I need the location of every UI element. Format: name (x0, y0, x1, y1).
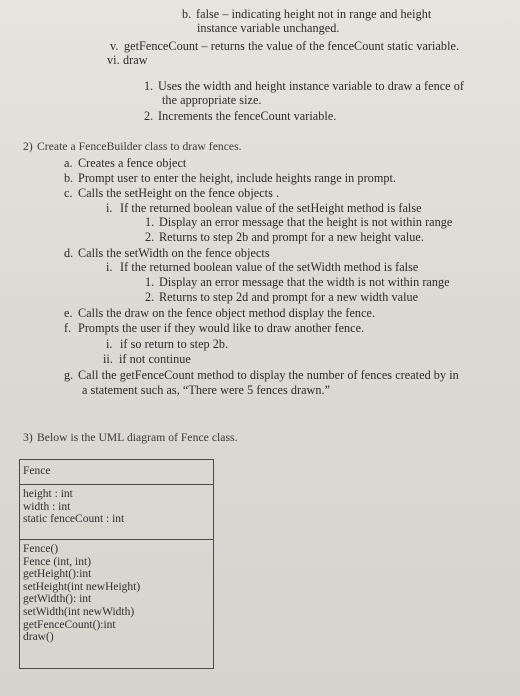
text-line (64, 186, 279, 200)
uml-method: setWidth(int newWidth) (23, 605, 135, 618)
list-marker: 2) (23, 140, 33, 153)
text-line (145, 275, 450, 289)
list-marker: f. (64, 321, 72, 335)
line-text: Display an error message that the width is not within range (159, 275, 450, 289)
line-text: Returns to step 2b and prompt for a new height value. (159, 230, 424, 244)
text-line (23, 140, 242, 154)
uml-method: setHeight(int newHeight) (23, 580, 141, 593)
line-text: Below is the UML diagram of Fence class. (37, 431, 238, 444)
list-marker: e. (64, 306, 73, 320)
list-marker: i. (106, 260, 113, 274)
text-line (145, 215, 452, 229)
text-line (106, 201, 422, 215)
uml-method: getHeight():int (23, 568, 92, 581)
list-marker: 3) (23, 431, 33, 444)
line-text: Creates a fence object (78, 156, 187, 170)
list-marker: vi. (107, 53, 120, 67)
text-line (64, 306, 375, 320)
line-text: if not continue (119, 352, 191, 366)
uml-methods-box (20, 540, 213, 644)
uml-diagram (19, 459, 214, 669)
line-text: instance variable unchanged. (197, 21, 340, 35)
uml-attribute: width : int (23, 500, 71, 513)
list-marker: 2. (145, 230, 155, 244)
line-text: Calls the setHeight on the fence objects . (78, 186, 280, 200)
list-marker: a. (64, 156, 73, 170)
line-text: Calls the setWidth on the fence objects (78, 246, 270, 260)
uml-method: Fence() (23, 543, 59, 555)
text-line (145, 290, 418, 304)
text-line (64, 171, 396, 185)
line-text: Prompts the user if they would like to draw another fence. (78, 321, 365, 335)
list-marker: 1. (144, 79, 154, 93)
list-marker: c. (64, 186, 73, 200)
uml-method: getWidth(): int (23, 593, 92, 606)
text-line (197, 21, 340, 35)
text-line (107, 53, 148, 67)
line-text: If the returned boolean value of the setWidth method is false (120, 260, 419, 274)
uml-method: getFenceCount():int (23, 618, 116, 631)
line-text: If the returned boolean value of the setHeight method is false (120, 201, 422, 215)
uml-attribute: height : int (23, 488, 73, 500)
text-line (64, 321, 364, 335)
text-line (110, 39, 459, 53)
list-marker: 2. (144, 109, 154, 123)
text-line (144, 79, 464, 93)
text-line (182, 7, 431, 21)
line-text: Increments the fenceCount variable. (158, 109, 337, 123)
line-text: Prompt user to enter the height, include heights range in prompt. (78, 171, 397, 185)
line-text: Uses the width and height instance variable to draw a fence of (158, 79, 464, 93)
list-marker: ii. (103, 352, 113, 366)
list-marker: 1. (145, 275, 155, 289)
text-line (106, 260, 418, 274)
uml-attribute: static fenceCount : int (23, 513, 125, 526)
text-line (64, 246, 270, 260)
line-text: false – indicating height not in range and height (196, 7, 432, 21)
uml-attributes-box (20, 485, 213, 540)
line-text: Call the getFenceCount method to display the number of fences created by in (78, 368, 459, 382)
line-text: getFenceCount – returns the value of the fenceCount static variable. (124, 39, 460, 53)
list-marker: g. (64, 368, 74, 382)
text-line (162, 93, 262, 107)
line-text: Create a FenceBuilder class to draw fences. (37, 140, 242, 153)
text-line (82, 383, 330, 397)
text-line (64, 368, 459, 382)
text-line (144, 109, 336, 123)
list-marker: i. (106, 201, 113, 215)
line-text: Calls the draw on the fence object method display the fence. (78, 306, 376, 320)
text-line (103, 352, 191, 366)
uml-method: Fence (int, int) (23, 555, 92, 568)
uml-class-name: Fence (23, 465, 51, 477)
line-text: draw (123, 53, 148, 67)
list-marker: 1. (145, 215, 155, 229)
line-text: Returns to step 2d and prompt for a new width value (159, 290, 419, 304)
uml-method: draw() (23, 631, 54, 644)
text-line (23, 431, 238, 445)
list-marker: b. (64, 171, 74, 185)
text-line (145, 230, 424, 244)
list-marker: i. (106, 337, 113, 351)
uml-class-name-box (20, 460, 213, 485)
list-marker: b. (182, 7, 192, 21)
text-line (64, 156, 186, 170)
list-marker: v. (110, 39, 119, 53)
text-line (106, 337, 228, 351)
list-marker: d. (64, 246, 74, 260)
line-text: the appropriate size. (162, 93, 262, 107)
line-text: Display an error message that the height is not within range (159, 215, 453, 229)
list-marker: 2. (145, 290, 155, 304)
line-text: a statement such as, “There were 5 fences drawn.” (82, 383, 331, 397)
line-text: if so return to step 2b. (120, 337, 229, 351)
